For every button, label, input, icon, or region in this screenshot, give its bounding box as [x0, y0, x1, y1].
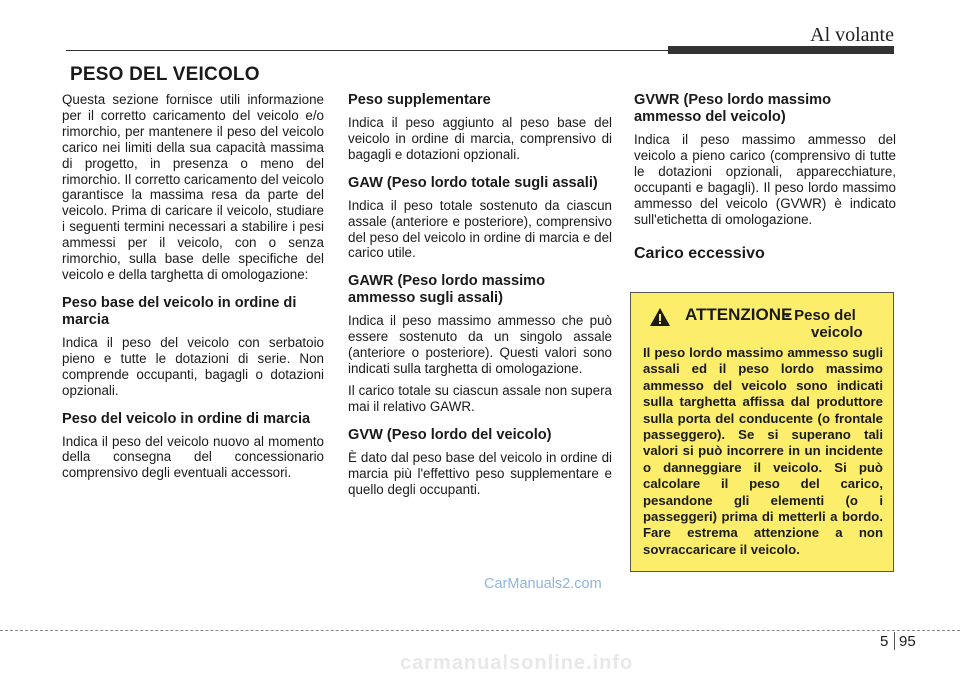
header-rule-bar	[668, 46, 894, 54]
heading-gaw: GAW (Peso lordo totale sugli assali)	[348, 174, 598, 191]
watermark: CarManuals2.com	[484, 576, 602, 592]
heading-peso-base: Peso base del veicolo in ordine di marcia	[62, 294, 297, 328]
chapter-number: 5	[880, 633, 889, 650]
heading-carico-eccessivo: Carico eccessivo	[634, 245, 765, 263]
header-title: Al volante	[810, 24, 894, 46]
warning-triangle-icon	[649, 307, 671, 332]
paragraph-peso-ordine-marcia: Indica il peso del veicolo nuovo al momento della consegna del concessionario comprensivo degli eventuali accessori.	[62, 433, 324, 481]
warning-subtitle-2: veicolo	[811, 324, 863, 341]
heading-gvwr: GVWR (Peso lordo massimo ammesso del veicolo)	[634, 92, 832, 125]
column-1	[62, 92, 324, 487]
warning-box	[630, 292, 894, 572]
footer-rule	[0, 630, 960, 631]
paragraph-gvwr: Indica il peso massimo ammesso del veicolo a pieno carico (comprensivo di tutte le dotazioni opzionali, apparecchiature, occupanti e bagagli). Il peso lordo massimo ammesso del veicolo (GVWR) è indicato sull'etichetta di omologazione.	[634, 132, 896, 227]
header-rule	[66, 50, 672, 51]
page-separator	[894, 632, 895, 650]
section-title: PESO DEL VEICOLO	[70, 64, 260, 85]
paragraph-gawr-2: Il carico totale su ciascun assale non supera mai il relativo GAWR.	[348, 382, 612, 414]
column-3	[634, 92, 896, 268]
heading-peso-supplementare: Peso supplementare	[348, 92, 491, 108]
page-number: 95	[899, 633, 916, 650]
footer-logo: carmanualsonline.info	[400, 652, 634, 674]
warning-title: ATTENZIONE	[685, 305, 793, 324]
warning-subtitle: - Peso del	[785, 307, 856, 324]
paragraph-peso-supplementare: Indica il peso aggiunto al peso base del veicolo in ordine di marcia, comprensivo di bagagli e dotazioni opzionali.	[348, 115, 612, 162]
paragraph-gaw: Indica il peso totale sostenuto da ciascun assale (anteriore e posteriore), comprensivo del peso del veicolo in ordine di marcia e del carico utile.	[348, 197, 612, 261]
paragraph-peso-base: Indica il peso del veicolo con serbatoio pieno e tutte le dotazioni di serie. Non comprende occupanti, bagagli o dotazioni opzionali.	[62, 334, 324, 398]
heading-peso-ordine-marcia: Peso del veicolo in ordine di marcia	[62, 410, 311, 427]
paragraph-gawr-1: Indica il peso massimo ammesso che può essere sostenuto da un singolo assale (anteriore o posteriore). Questi valori sono indicati sulla targhetta di omologazione.	[348, 313, 612, 377]
warning-text: Il peso lordo massimo ammesso sugli assali ed il peso lordo massimo ammesso del veicolo sono indicati sulla targhetta affissa dal produttore sulla porta del conducente (o frontale passeggero). Se si superano tali valori si può incorrere in un incidente o danneggiare il veicolo. Si può calcolare il peso del carico, pesandone gli elementi (o i passeggeri) prima di metterli a bordo. Fare estrema attenzione a non sovraccaricare il veicolo.	[643, 345, 883, 557]
heading-gvw: GVW (Peso lordo del veicolo)	[348, 426, 552, 443]
column-2	[348, 92, 612, 504]
intro-paragraph: Questa sezione fornisce utili informazione per il corretto caricamento del veicolo e/o rimorchio, per mantenere il peso del veicolo carico nei limiti della sua capacità massima di progetto, in presenza o meno del rimorchio. Il corretto caricamento del veicolo garantisce la massima resa da parte del veicolo. Prima di caricare il veicolo, studiare i seguenti termini necessari a stabilire i pesi ammessi per il veicolo, con o senza rimorchio, sulla base delle specifiche del veicolo e della targhetta di omologazione:	[62, 92, 324, 282]
heading-gawr: GAWR (Peso lordo massimo ammesso sugli assali)	[348, 273, 546, 307]
paragraph-gvw: È dato dal peso base del veicolo in ordine di marcia più l'effettivo peso supplementare e quello degli occupanti.	[348, 449, 612, 497]
